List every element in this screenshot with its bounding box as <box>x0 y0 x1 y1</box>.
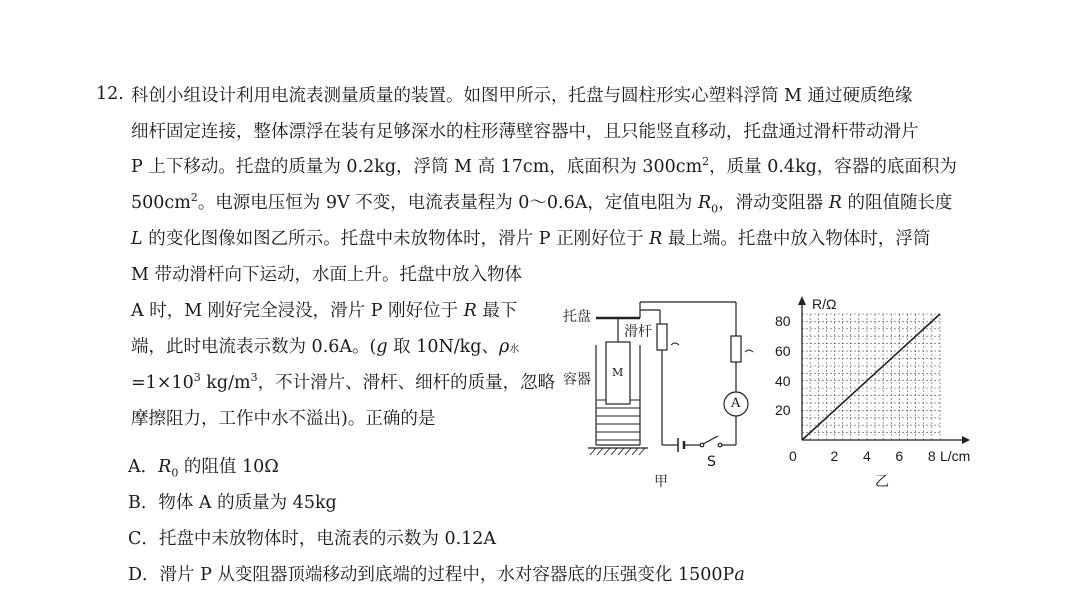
question-line-7: A 时，M 刚好完全浸没，滑片 P 刚好位于 R 最下 <box>131 301 518 321</box>
x-axis-label: L/cm <box>940 448 971 464</box>
question-line-2: 细杆固定连接，整体漂浮在装有足够深水的柱形薄壁容器中，且只能竖直移动，托盘通过滑杆带动滑片 <box>131 122 919 142</box>
y-tick-label: 80 <box>775 313 791 330</box>
x-tick-label: 6 <box>895 448 904 464</box>
series-line <box>802 314 940 440</box>
question-line-8: 端，此时电流表示数为 0.6A。(g 取 10N/kg、ρ水 <box>131 337 520 357</box>
y-axis-arrow <box>798 296 806 305</box>
question-line-10: 摩擦阻力，工作中水不溢出)。正确的是 <box>131 409 436 429</box>
question-line-4: $500cm^2$。电源电压恒为 9V 不变，电流表量程为 0～0.6A，定值电阻为 $R_0$，滑动变阻器 R 的阻值随长度 <box>131 191 953 216</box>
label-slider: 滑杆 <box>624 324 652 340</box>
question-line-5: L 的变化图像如图乙所示。托盘中未放物体时，滑片 P 正刚好位于 R 最上端。托盘中放入物体时，浮筒 <box>131 229 931 249</box>
y-tick-label: 40 <box>775 372 791 389</box>
question-line-9: $=1\times 10^3$ $kg/m^3$，不计滑片、滑杆、细杆的质量，忽略 <box>131 371 556 393</box>
switch-label: S <box>707 454 716 470</box>
question-line-1: 科创小组设计利用电流表测量质量的装置。如图甲所示，托盘与圆柱形实心塑料浮筒 M 通过硬质绝缘 <box>131 86 913 106</box>
y-tick-label: 60 <box>775 343 791 360</box>
caption-yi: 乙 <box>875 474 889 490</box>
question-line-3: P 上下移动。托盘的质量为 0.2kg，浮筒 M 高 17cm，底面积为 $300cm^2$，质量 0.4kg，容器的底面积为 <box>131 155 957 177</box>
x-tick-label: 4 <box>862 448 871 464</box>
x-axis-arrow <box>962 436 970 444</box>
option-a[interactable]: A．$R_0$ 的阻值 10Ω <box>128 457 279 480</box>
x-tick-label: 8 <box>927 448 936 464</box>
ammeter-label: A <box>731 396 741 411</box>
origin-label: 0 <box>789 448 797 464</box>
label-M: M <box>612 366 624 379</box>
option-b[interactable]: B．物体 A 的质量为 45kg <box>128 493 337 513</box>
y-tick-label: 20 <box>775 402 791 419</box>
caption-jia: 甲 <box>654 474 668 490</box>
question-number: 12. <box>96 84 124 104</box>
label-tray: 托盘 <box>563 309 591 325</box>
x-tick-label: 2 <box>830 448 839 464</box>
option-c[interactable]: C．托盘中未放物体时，电流表的示数为 0.12A <box>128 529 497 549</box>
y-axis-label: R/Ω <box>812 296 837 312</box>
label-container: 容器 <box>563 372 591 388</box>
option-d[interactable]: D．滑片 P 从变阻器顶端移动到底端的过程中，水对容器底的压强变化 1500Pa <box>128 565 745 585</box>
question-line-6: M 带动滑杆向下运动，水面上升。托盘中放入物体 <box>131 265 522 285</box>
